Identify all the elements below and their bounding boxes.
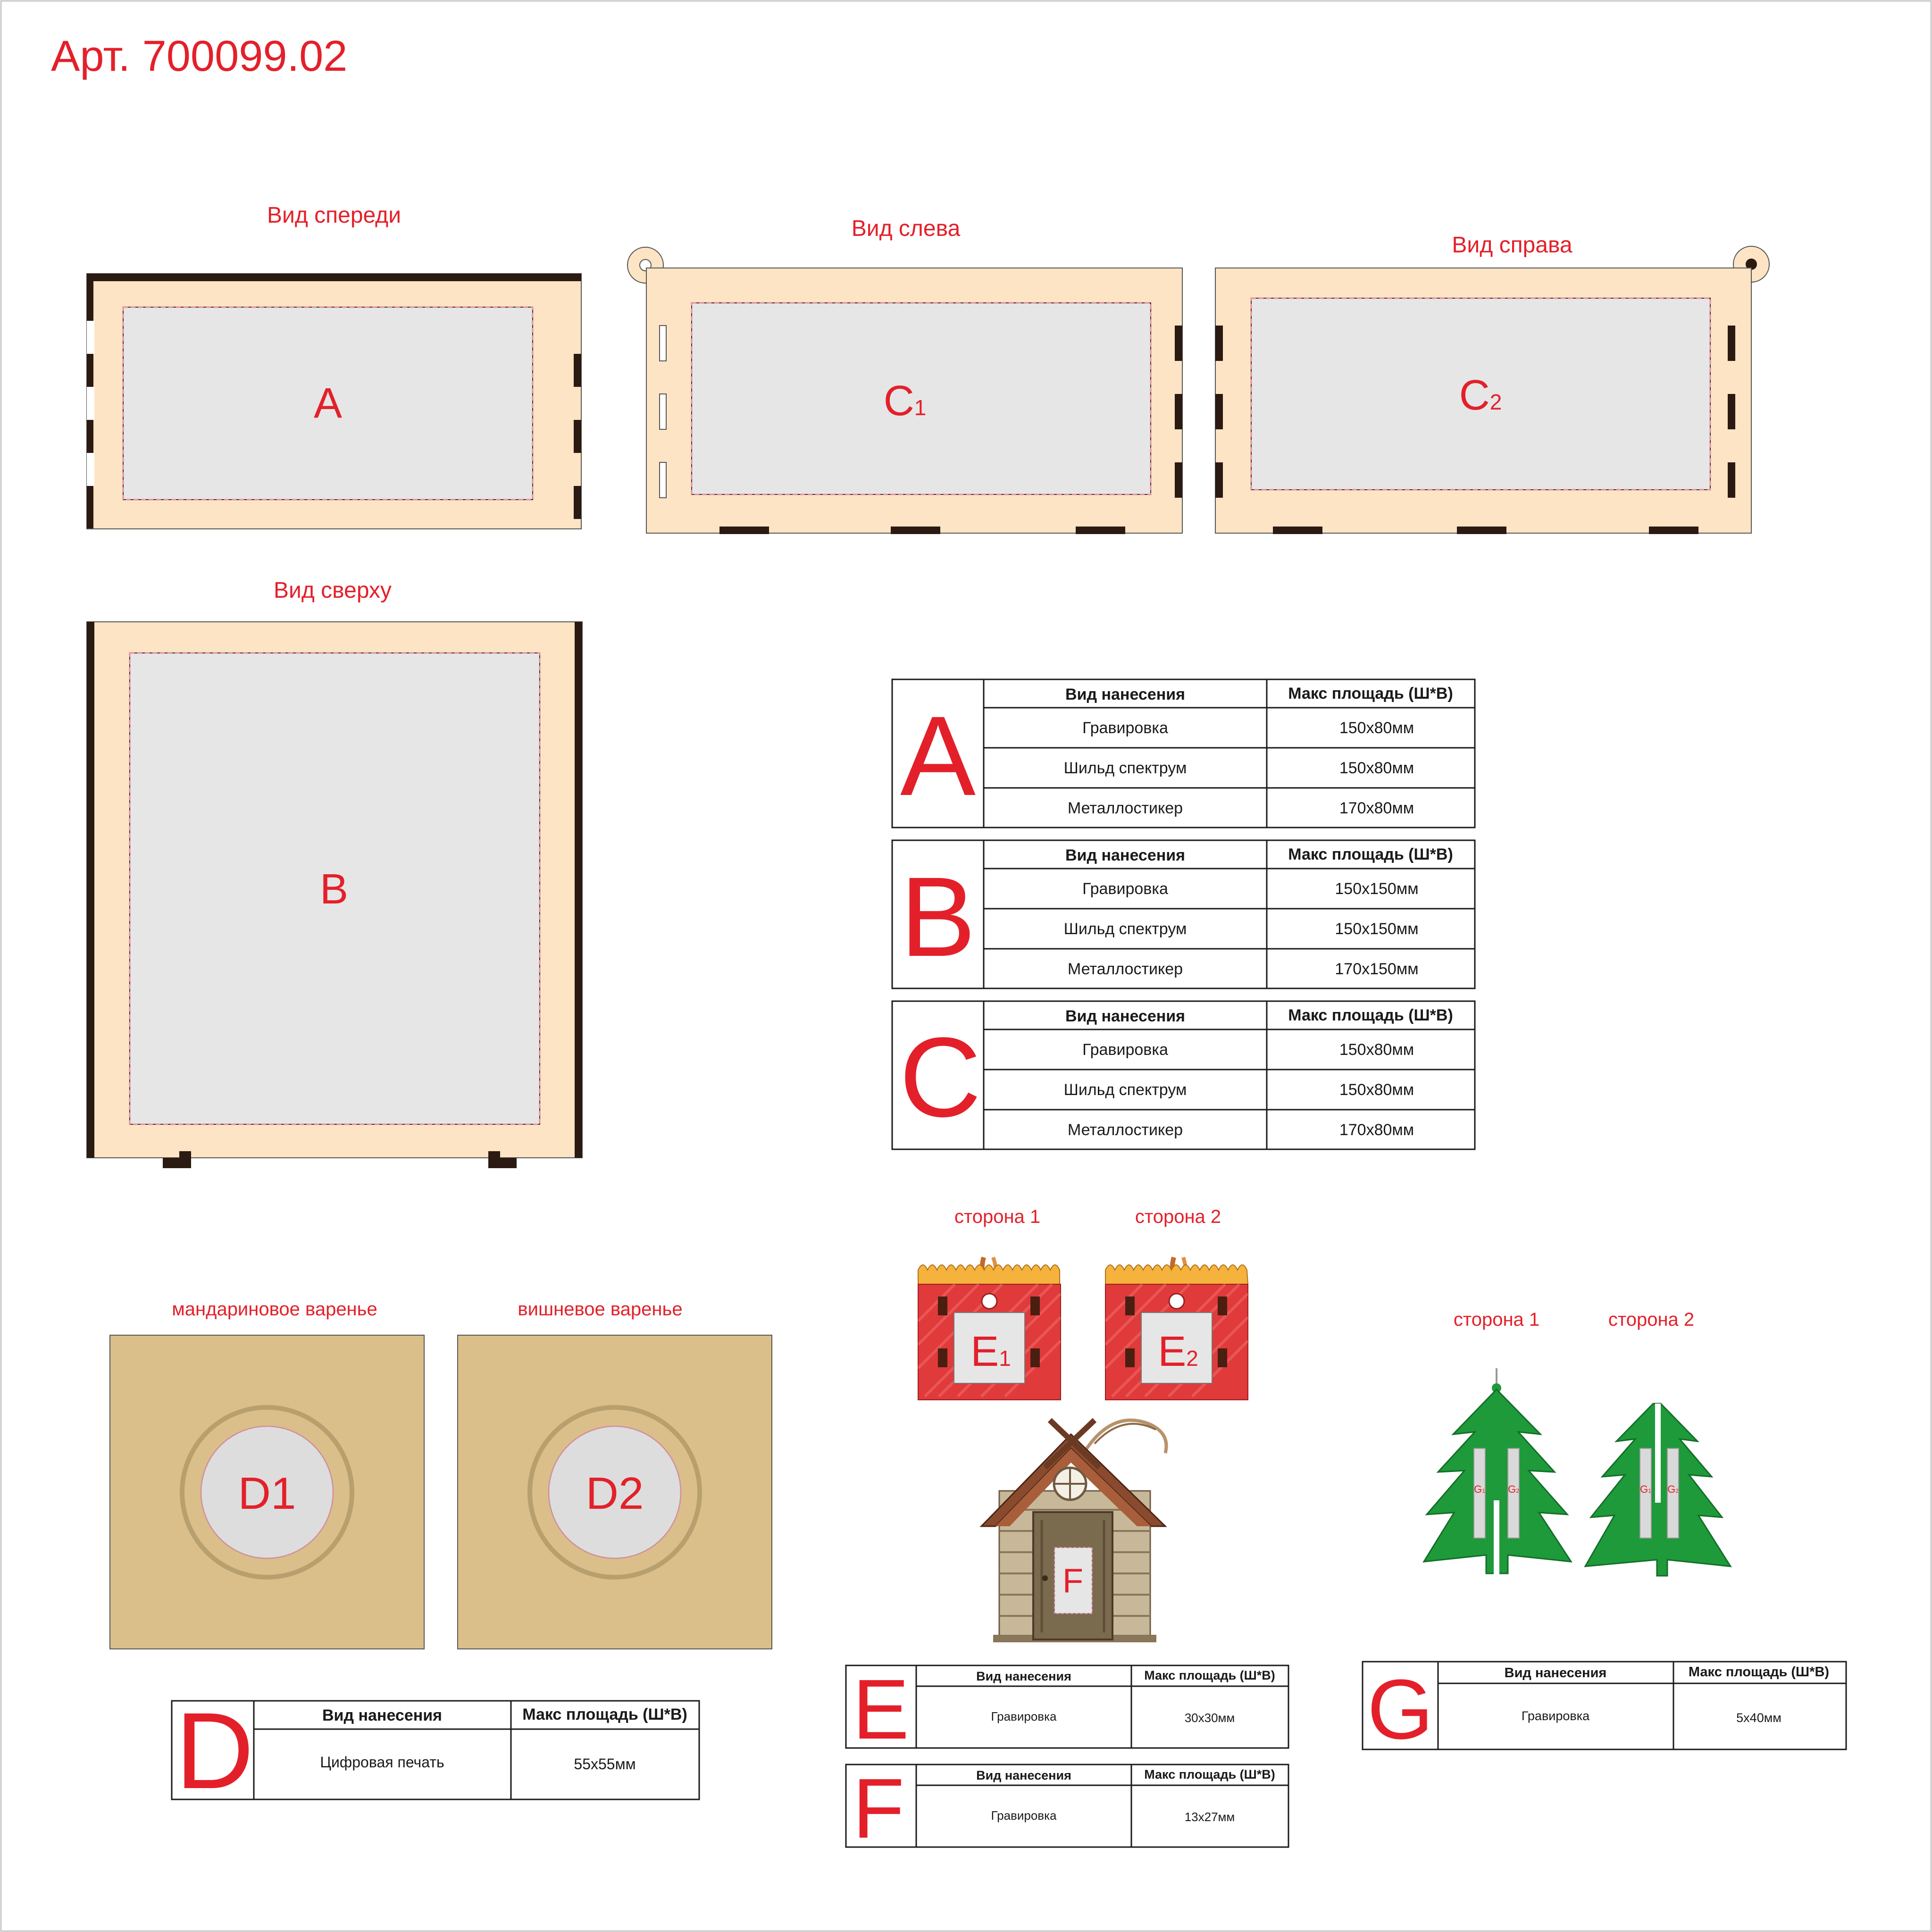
table-g-method: Гравировка: [1521, 1709, 1590, 1723]
ornament-e-side1-label: сторона 1: [954, 1206, 1041, 1227]
table-f-letter: F: [853, 1761, 904, 1856]
table-c-row3-method: Металлостикер: [1067, 1121, 1183, 1139]
table-f-header-method: Вид нанесения: [976, 1768, 1071, 1782]
table-a-letter: A: [900, 693, 976, 819]
table-b-header-area: Макс площадь (Ш*В): [1288, 845, 1453, 863]
tree-side2-label: сторона 2: [1608, 1309, 1695, 1330]
front-view-title: Вид спереди: [267, 203, 401, 228]
left-view-panel: [627, 247, 1182, 534]
zone-label-e1: E1: [970, 1328, 1011, 1375]
table-a-row1-area: 150x80мм: [1339, 719, 1414, 737]
article-title: Арт. 700099.02: [51, 32, 348, 80]
table-a-header-area: Макс площадь (Ш*В): [1288, 685, 1453, 703]
table-d-header-method: Вид нанесения: [322, 1706, 443, 1724]
zone-label-a: A: [313, 380, 343, 427]
table-e-header-area: Макс площадь (Ш*В): [1144, 1668, 1275, 1682]
ornament-e2: [1105, 1257, 1248, 1400]
table-g-area: 5x40мм: [1736, 1711, 1781, 1725]
table-f-area: 13x27мм: [1184, 1810, 1235, 1824]
table-e-method: Гравировка: [991, 1709, 1057, 1723]
table-d-letter: D: [175, 1690, 254, 1811]
jam-left-card: [110, 1335, 424, 1649]
table-a-row2-area: 150x80мм: [1339, 759, 1414, 777]
zone-label-g1: G1: [1474, 1483, 1485, 1495]
zone-label-c2: C2: [1459, 372, 1502, 419]
table-c-letter: C: [899, 1014, 981, 1140]
table-g-header-area: Макс площадь (Ш*В): [1688, 1664, 1830, 1680]
jam-right-card: [458, 1335, 772, 1649]
top-view-panel: [87, 622, 582, 1168]
table-a-header-method: Вид нанесения: [1065, 686, 1186, 703]
left-view-title: Вид слева: [851, 216, 961, 241]
table-g-header-method: Вид нанесения: [1504, 1665, 1607, 1681]
table-b-row2-area: 150x150мм: [1335, 920, 1419, 938]
table-b-row3-method: Металлостикер: [1067, 960, 1183, 978]
table-b-header-method: Вид нанесения: [1065, 846, 1186, 864]
table-e-letter: E: [852, 1662, 910, 1757]
zone-label-g4: G2: [1667, 1483, 1679, 1495]
table-g-letter: G: [1367, 1662, 1434, 1757]
jam-left-title: мандариновое варенье: [172, 1299, 377, 1320]
table-b-row1-method: Гравировка: [1082, 880, 1168, 898]
table-c-row3-area: 170x80мм: [1339, 1121, 1414, 1139]
table-d-header-area: Макс площадь (Ш*В): [522, 1706, 687, 1723]
zone-label-g3: G1: [1640, 1483, 1651, 1495]
table-a-row3-method: Металлостикер: [1067, 799, 1183, 817]
table-a-row3-area: 170x80мм: [1339, 799, 1414, 817]
right-view-title: Вид справа: [1452, 233, 1572, 258]
table-c-header-method: Вид нанесения: [1065, 1007, 1186, 1025]
zone-label-f: F: [1062, 1562, 1083, 1600]
table-d-method: Цифровая печать: [320, 1754, 444, 1771]
table-d-area: 55x55мм: [574, 1756, 636, 1773]
table-b-letter: B: [900, 853, 976, 980]
tree-side1-label: сторона 1: [1453, 1309, 1540, 1330]
table-a-row2-method: Шильд спектрум: [1063, 759, 1187, 777]
right-view-panel: [1215, 246, 1769, 534]
table-b-row3-area: 170x150мм: [1335, 960, 1419, 978]
table-b-row1-area: 150x150мм: [1335, 880, 1419, 898]
table-b-row2-method: Шильд спектрум: [1063, 920, 1187, 938]
zone-label-g2: G2: [1508, 1483, 1519, 1495]
table-e-header-method: Вид нанесения: [976, 1669, 1071, 1683]
table-c-row1-area: 150x80мм: [1339, 1041, 1414, 1059]
zone-label-c1: C1: [883, 377, 927, 425]
table-e-area: 30x30мм: [1184, 1711, 1235, 1725]
table-c-row1-method: Гравировка: [1082, 1041, 1168, 1059]
ornament-e1: [918, 1257, 1061, 1400]
zone-label-d1: D1: [238, 1468, 296, 1519]
front-view-panel: [87, 274, 581, 529]
zone-label-b: B: [319, 866, 349, 913]
table-c-header-area: Макс площадь (Ш*В): [1288, 1006, 1453, 1024]
table-c-row2-area: 150x80мм: [1339, 1081, 1414, 1099]
top-view-title: Вид сверху: [274, 578, 392, 603]
ornament-e-side2-label: сторона 2: [1135, 1206, 1221, 1227]
jam-right-title: вишневое варенье: [518, 1299, 683, 1320]
table-a-row1-method: Гравировка: [1082, 719, 1168, 737]
zone-label-e2: E2: [1158, 1328, 1198, 1375]
zone-label-d2: D2: [585, 1468, 644, 1519]
table-c-row2-method: Шильд спектрум: [1063, 1081, 1187, 1099]
table-f-method: Гравировка: [991, 1808, 1057, 1823]
table-f-header-area: Макс площадь (Ш*В): [1144, 1767, 1275, 1781]
